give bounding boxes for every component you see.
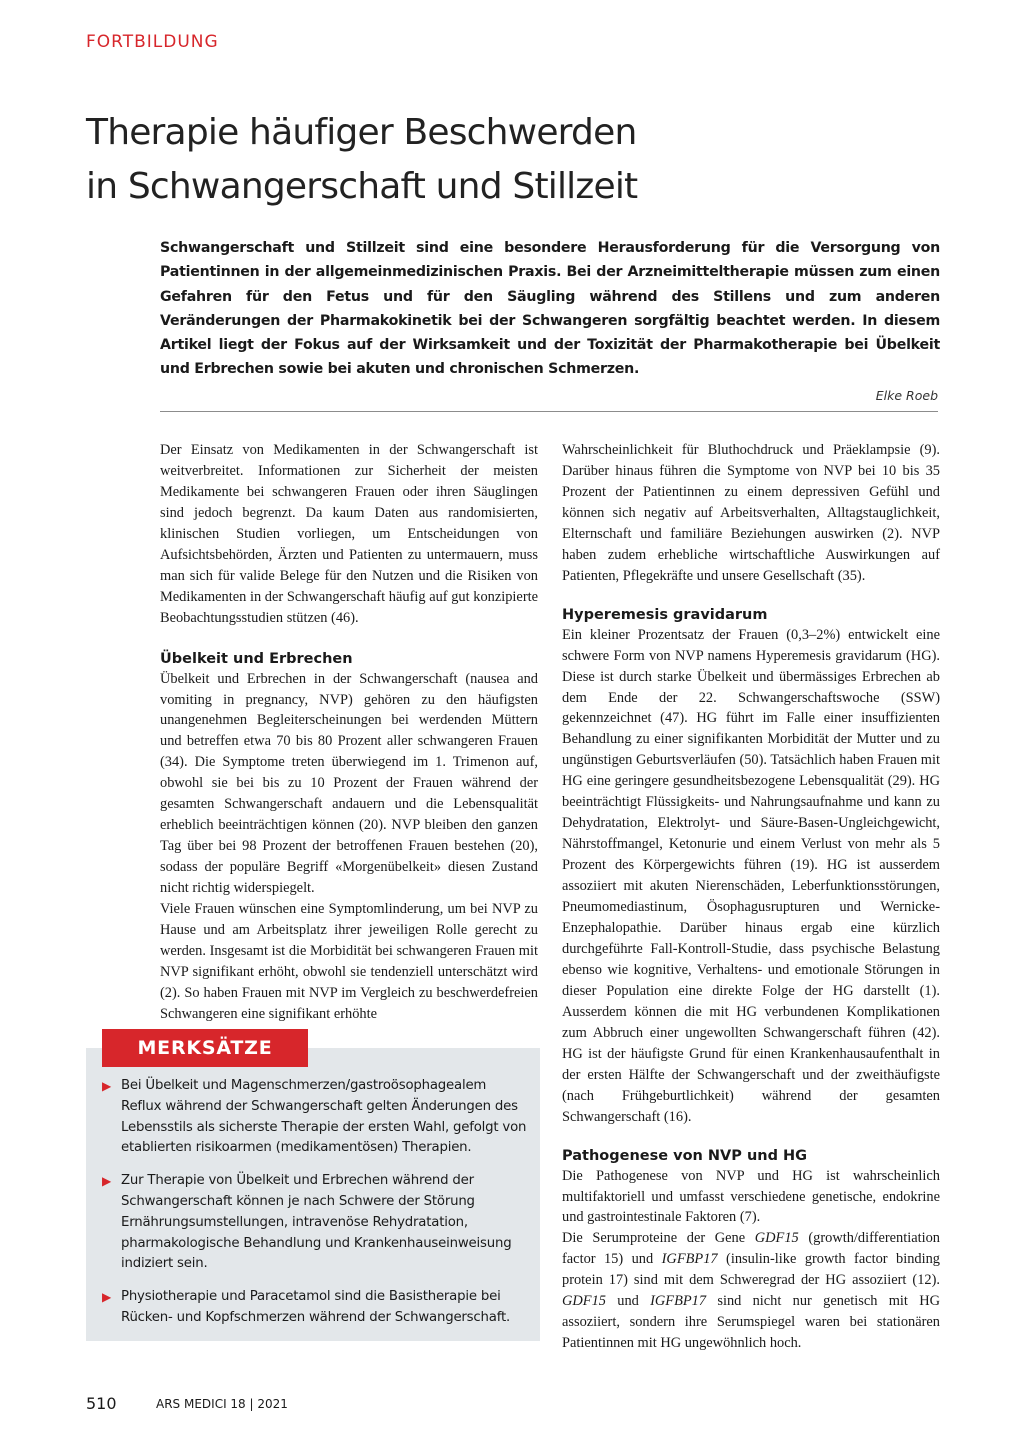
body-paragraph: Die Pathogenese von NVP und HG ist wahrscheinlich multifaktoriell und umfasst verschiedene genetische, endokrine und gastrointestinale Faktoren (7).	[562, 1167, 940, 1226]
body-paragraph: Viele Frauen wünschen eine Symptomlinderung, um bei NVP zu Hause und am Arbeitsplatz ihrer jeweiligen Rolle gerecht zu werden. Insgesamt ist die Morbidität bei schwangeren Frauen mit NVP signifikant erhöht, obwohl sie tendenziell unterschätzt wird (2). So haben Frauen mit NVP im Vergleich zu beschwerdefreien Schwangeren eine signifikant erhöhte	[160, 901, 538, 1022]
merksatz-item: ▶ Bei Übelkeit und Magenschmerzen/gastroösophagealem Reflux während der Schwangerschaft gelten Änderungen des Lebensstils als sicherste Therapie der ersten Wahl, gefolgt von etablierten risikoarmen (medikamentösen) Therapien.	[102, 1078, 527, 1156]
divider-line	[160, 411, 938, 412]
author-name: Elke Roeb	[875, 388, 938, 403]
right-triangle-arrow-icon: ▶	[102, 1290, 112, 1305]
body-paragraph: Übelkeit und Erbrechen in der Schwangerschaft (nausea and vomiting in pregnancy, NVP) gehören zu den häufigsten unangenehmen Begleiterscheinungen bei werdenden Müttern und betreffen etwa 70 bis 80 Prozent aller schwangeren Frauen (34). Die Symptome treten überwiegend im 1. Trimenon auf, obwohl sie bei bis zu 10 Prozent der Frauen während der gesamten Schwangerschaft andauern und die Lebensqualität erheblich beeinträchtigen können (20). NVP bleiben den ganzen Tag über bei 98 Prozent der betroffenen Frauen bestehen (20), sodass der populäre Begriff «Morgenübelkeit» diesen Zustand nicht richtig widerspiegelt.	[160, 670, 538, 897]
merksaetze-list	[102, 1076, 530, 1341]
gene-name: GDF15	[562, 1293, 606, 1310]
journal-issue: ARS MEDICI 18 | 2021	[156, 1397, 288, 1411]
body-paragraph: Die Serumproteine der Gene GDF15 (growth/differentiation factor 15) und IGFBP17 (insulin-like growth factor binding protein 17) sind mit dem Schweregrad der HG assoziiert (12). GDF15 und IGFBP17 sind nicht nur genetisch mit HG assoziiert, sondern ihre Serumspiegel waren bei stationären Patientinnen mit HG ungewöhnlich hoch.	[562, 1230, 940, 1352]
merksaetze-title: MERKSÄTZE	[102, 1029, 308, 1067]
body-paragraph: Wahrscheinlichkeit für Bluthochdruck und Präeklampsie (9). Darüber hinaus führen die Symptome von NVP bei 10 bis 35 Prozent der Patientinnen zu einem depressiven Gefühl und können sich negativ auf Arbeitsverhalten, Alltagstauglichkeit, Elternschaft und familiäre Beziehungen auswirken (2). NVP haben zudem erhebliche wirtschaftliche Auswirkungen auf Patienten, Pflegekräfte und unsere Gesellschaft (35).	[562, 442, 940, 584]
left-column	[160, 440, 538, 1025]
merksatz-item: ▶ Zur Therapie von Übelkeit und Erbrechen während der Schwangerschaft können je nach Schwere der Störung Ernährungsumstellungen, intravenöse Rehydratation, pharmakologische Behandlung und Krankenhauseinweisung indiziert sein.	[102, 1173, 512, 1272]
right-triangle-arrow-icon: ▶	[102, 1174, 112, 1189]
page-number: 510	[86, 1394, 117, 1413]
heading-uebelkeit: Übelkeit und Erbrechen	[160, 650, 353, 667]
gene-name: GDF15	[754, 1230, 799, 1247]
heading-pathogenese: Pathogenese von NVP und HG	[562, 1147, 808, 1164]
right-triangle-arrow-icon: ▶	[102, 1079, 112, 1093]
title-line-1: Therapie häufiger Beschwerden	[86, 112, 637, 153]
gene-name: IGFBP17	[661, 1251, 718, 1268]
article-title	[86, 106, 966, 214]
right-column	[562, 440, 940, 1354]
gene-name: IGFBP17	[650, 1293, 707, 1310]
title-line-2: in Schwangerschaft und Stillzeit	[86, 166, 638, 207]
body-paragraph: Ein kleiner Prozentsatz der Frauen (0,3–2%) entwickelt eine schwere Form von NVP namens Hyperemesis gravidarum (HG). Diese ist durch starke Übelkeit und übermässiges Erbrechen ab dem Ende der 22. Schwangerschaftswoche (SSW) gekennzeichnet (47). HG führt im Falle einer insuffizienten Behandlung zu einer signifikanten Morbidität der Mutter und zu ungünstigen Geburtsverläufen (50). Tatsächlich haben Frauen mit HG eine geringere gesundheitsbezogene Lebensqualität (29). HG beeinträchtigt Flüssigkeits- und Nahrungsaufnahme und kann zu Dehydratation, Elektrolyt- und Säure-Basen-Ungleichgewicht, Nährstoffmangel, Ketonurie und einem Verlust von mehr als 5 Prozent des Körpergewichts führen (19). HG ist ausserdem assoziiert mit akuten Nierenschäden, Leberfunktionsstörungen, Pneumomediastinum, Ösophagusrupturen und Wernicke-Enzephalopathie. Darüber hinaus ergab eine kürzlich durchgeführte Fall-Kontroll-Studie, dass psychische Belastung ebenso wie kognitive, Verhaltens- und emotionale Störungen in dieser Population eine direkte Folge der HG darstellt (1). Ausserdem können die mit HG verbundenen Komplikationen zum Abbruch einer ungewollten Schwangerschaft führen (42). HG ist der häufigste Grund für einen Krankenhausaufenthalt in der ersten Hälfte der Schwangerschaft und der zweithäufigste (nach Frühgeburtlichkeit) während der gesamten Schwangerschaft (16).	[562, 626, 940, 1125]
heading-hyperemesis: Hyperemesis gravidarum	[562, 606, 768, 623]
section-label: FORTBILDUNG	[86, 32, 219, 52]
lead-paragraph: Schwangerschaft und Stillzeit sind eine besondere Herausforderung für die Versorgung von Patientinnen in der allgemeinmedizinischen Praxis. Bei der Arzneimitteltherapie müssen zum einen Gefahren für den Fetus und für den Säugling während des Stillens und zum anderen Veränderungen der Pharmakokinetik bei der Schwangeren sorgfältig beachtet werden. In diesem Artikel liegt der Fokus auf der Wirksamkeit und der Toxizität der Pharmakotherapie bei Übelkeit und Erbrechen sowie bei akuten und chronischen Schmerzen.	[160, 240, 940, 378]
intro-paragraph: Der Einsatz von Medikamenten in der Schwangerschaft ist weitverbreitet. Informationen zur Sicherheit der meisten Medikamente bei schwangeren Frauen oder ihren Säuglingen sind jedoch begrenzt. Da kaum Daten aus randomisierten, klinischen Studien vorliegen, um Entscheidungen von Aufsichtsbehörden, Ärzten und Patienten zu untermauern, muss man sich für valide Belege für den Nutzen und die Risiken von Medikamenten in der Schwangerschaft häufig auf gut konzipierte Beobachtungsstudien stützen (46).	[160, 442, 538, 626]
merksatz-item: ▶ Physiotherapie und Paracetamol sind die Basistherapie bei Rücken- und Kopfschmerzen während der Schwangerschaft.	[102, 1289, 510, 1325]
